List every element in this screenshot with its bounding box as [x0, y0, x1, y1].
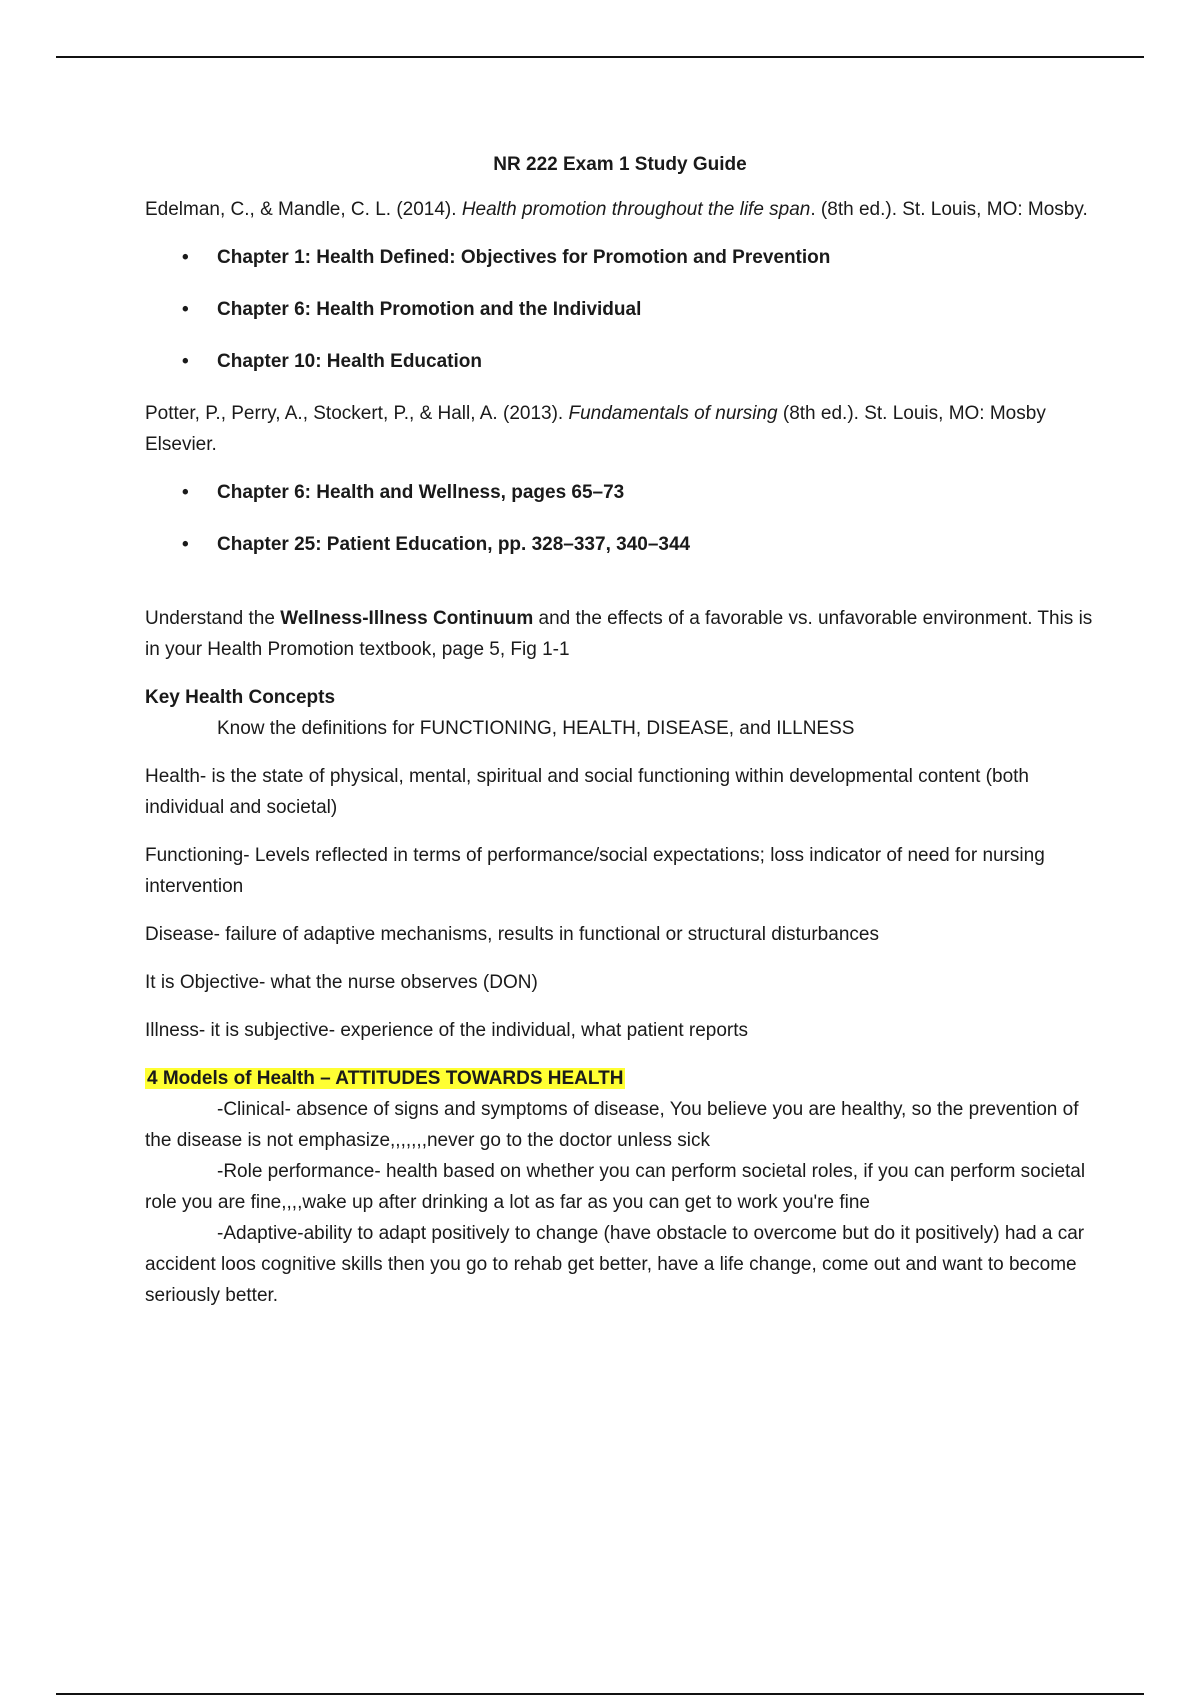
- key-concepts-heading: Key Health Concepts: [145, 687, 336, 708]
- bullet-icon: •: [182, 299, 189, 320]
- bullet-icon: •: [182, 482, 189, 503]
- list-item: • Chapter 25: Patient Education, pp. 328–337, 340–344: [145, 529, 1095, 560]
- list-item: • Chapter 10: Health Education: [145, 346, 1095, 377]
- definition-disease: Disease- failure of adaptive mechanisms, results in functional or structural disturbances: [145, 924, 879, 945]
- definition-objective: It is Objective- what the nurse observes (DON): [145, 972, 538, 993]
- chapter-list-1: [145, 242, 1095, 377]
- bullet-icon: •: [182, 351, 189, 372]
- key-concepts-instruction: Know the definitions for FUNCTIONING, HEALTH, DISEASE, and ILLNESS: [217, 718, 855, 739]
- reference-book-title: Health promotion throughout the life span: [461, 199, 811, 220]
- model-clinical: -Clinical- absence of signs and symptoms of disease, You believe you are healthy, so the prevention of the disease is not emphasize,,,,,,,never go to the doctor unless sick: [145, 1099, 1079, 1151]
- model-adaptive: -Adaptive-ability to adapt positively to change (have obstacle to overcome but do it positively) had a car accident loos cognitive skills then you go to rehab get better, have a life change, come out and want to become seriously better.: [145, 1223, 1085, 1306]
- list-item: • Chapter 1: Health Defined: Objectives for Promotion and Prevention: [145, 242, 1095, 273]
- page-title: NR 222 Exam 1 Study Guide: [493, 154, 747, 175]
- footer-rule: [56, 1693, 1144, 1695]
- definition-health: Health- is the state of physical, mental, spiritual and social functioning within developmental content (both individual and societal): [145, 766, 1029, 818]
- header-rule: [56, 56, 1144, 58]
- definition-illness: Illness- it is subjective- experience of the individual, what patient reports: [145, 1020, 749, 1041]
- bullet-icon: •: [182, 534, 189, 555]
- spacer: [145, 581, 1095, 603]
- models-heading: [145, 1063, 1095, 1094]
- bullet-icon: •: [182, 247, 189, 268]
- definition-functioning: Functioning- Levels reflected in terms of performance/social expectations; loss indicator of need for nursing intervention: [145, 845, 1045, 897]
- reference-potter: [145, 398, 1095, 460]
- reference-authors: Edelman, C., & Mandle, C. L. (2014).: [145, 199, 462, 220]
- list-item: • Chapter 6: Health and Wellness, pages 65–73: [145, 477, 1095, 508]
- reference-authors: Potter, P., Perry, A., Stockert, P., & Hall, A. (2013).: [145, 403, 569, 424]
- reference-details: . (8th ed.). St. Louis, MO: Mosby.: [810, 199, 1088, 220]
- list-item: • Chapter 6: Health Promotion and the Individual: [145, 294, 1095, 325]
- chapter-list-2: [145, 477, 1095, 560]
- highlighted-heading: 4 Models of Health – ATTITUDES TOWARDS HEALTH: [147, 1068, 624, 1089]
- reference-edelman: [145, 194, 1095, 225]
- model-role-performance: -Role performance- health based on whether you can perform societal roles, if you can perform societal role you are fine,,,,wake up after drinking a lot as far as you can get to work you're fine: [145, 1161, 1086, 1213]
- reference-book-title: Fundamentals of nursing: [568, 403, 778, 424]
- wellness-paragraph: Understand the Wellness-Illness Continuum and the effects of a favorable vs. unfavorable environment. This is in your Health Promotion textbook, page 5, Fig 1-1: [145, 608, 1093, 660]
- wellness-term: Wellness-Illness Continuum: [280, 608, 534, 629]
- reference-details: (8th ed.). St. Louis, MO: Mosby Elsevier.: [145, 403, 1046, 455]
- document-page: [145, 150, 1095, 1311]
